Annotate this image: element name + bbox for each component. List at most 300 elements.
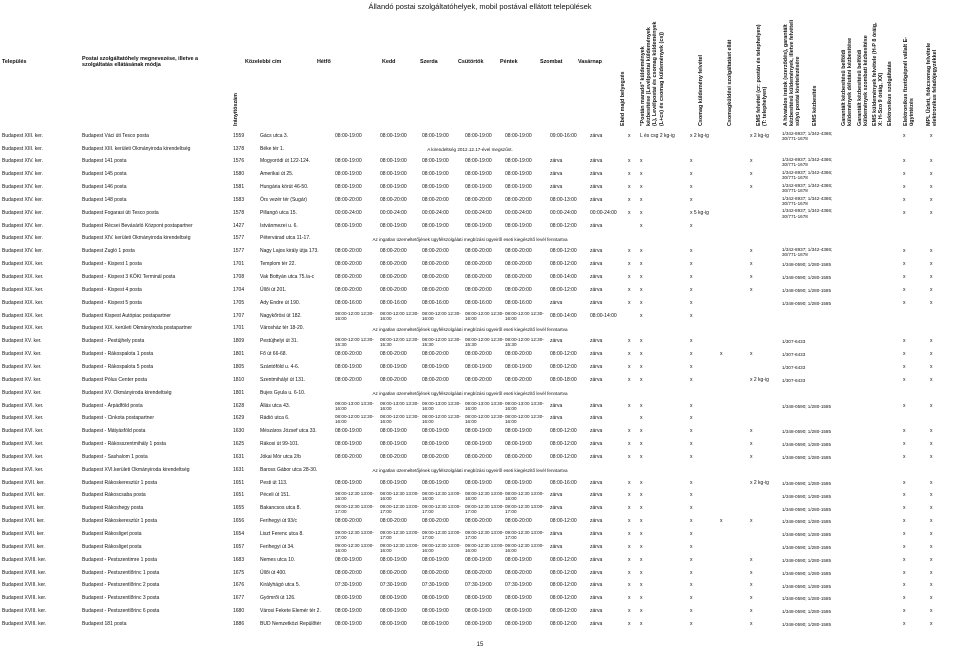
table-header — [0, 14, 960, 130]
cell-col-1: Budapest XIV. kerületi Okmányiroda kirendeltség — [82, 235, 191, 242]
cell-col-12: x — [640, 351, 643, 358]
cell-col-4: 08:00-19:00 — [335, 132, 362, 139]
header-col-19: Garantált kézbesítésű belföldi küldemények szombati kézbesítése — [857, 35, 870, 126]
cell-col-15: x — [750, 595, 753, 602]
cell-col-2: 1655 — [233, 505, 245, 512]
cell-col-13: x — [690, 531, 693, 538]
cell-col-17: x — [903, 184, 906, 191]
cell-col-3: Nagy Lajos király útja 173. — [260, 248, 319, 255]
cell-col-9: zárva — [550, 184, 563, 191]
cell-col-8: 08:00-19:00 — [505, 428, 532, 435]
cell-col-10: zárva — [590, 158, 603, 165]
cell-col-10: zárva — [590, 299, 603, 306]
cell-col-16: 1/348-0590; 1/280-1585 — [782, 570, 832, 576]
cell-col-17: x — [903, 132, 906, 139]
cell-col-17: x — [903, 299, 906, 306]
cell-col-0: Budapest XVIII. ker. — [2, 556, 47, 563]
cell-col-3: Liszt Ferenc utca 8. — [260, 531, 304, 538]
cell-col-0: Budapest XVII. ker. — [2, 543, 45, 550]
table-row — [0, 490, 960, 503]
cell-col-0: Budapest XIII. ker. — [2, 145, 43, 152]
cell-col-6: 00:00-24:00 — [422, 209, 449, 216]
cell-col-1: Budapest - Rákosszentmihály 1 posta — [82, 441, 166, 448]
cell-col-4: 08:00-20:00 — [335, 286, 362, 293]
cell-col-10: zárva — [590, 132, 603, 139]
cell-col-10: zárva — [590, 505, 603, 512]
header-col-2: Irányítószám — [233, 93, 239, 126]
cell-col-4: Az ingatlan üzemeltetőjének ügyfélszolgálati megbízási ügyeiről eseti kiegészítő levél fenntartva — [372, 326, 568, 332]
cell-col-10: zárva — [590, 171, 603, 178]
cell-col-12: x — [640, 531, 643, 538]
cell-col-7: 08:00-19:00 — [465, 556, 492, 563]
cell-col-11: x — [628, 441, 631, 448]
cell-col-18: x — [930, 608, 933, 615]
cell-col-2: 1651 — [233, 492, 245, 499]
cell-col-5: 08:00-19:00 — [380, 479, 407, 486]
cell-col-9: zárva — [550, 492, 563, 499]
cell-col-15: x 2 kg-ig — [750, 376, 769, 383]
cell-col-11: x — [628, 620, 631, 627]
table-row — [0, 554, 960, 567]
cell-col-9: 08:00-14:00 — [550, 274, 577, 281]
cell-col-13: x — [690, 158, 693, 165]
table-row — [0, 593, 960, 606]
cell-col-8: 08:00-16:00 — [505, 299, 532, 306]
cell-col-17: x — [903, 608, 906, 615]
cell-col-3: Mogyoródi út 122-124. — [260, 158, 311, 165]
cell-col-4: 07:30-19:00 — [335, 582, 362, 589]
cell-col-3: Gács utca 3. — [260, 132, 289, 139]
cell-col-0: Budapest XIV. ker. — [2, 196, 43, 203]
cell-col-3: Állás utca 43. — [260, 402, 291, 409]
cell-col-12: x — [640, 222, 643, 229]
cell-col-5: 08:00-12:00 12:30-16:00 — [380, 311, 419, 322]
cell-col-10: zárva — [590, 261, 603, 268]
cell-col-1: Budapest - Pestújhely posta — [82, 338, 145, 345]
cell-col-0: Budapest XVII. ker. — [2, 518, 45, 525]
cell-col-9: 08:00-12:00 — [550, 363, 577, 370]
cell-col-4: 08:00-20:00 — [335, 351, 362, 358]
cell-col-12: x — [640, 363, 643, 370]
cell-col-16: 1/348-0590; 1/280-1585 — [782, 506, 832, 512]
cell-col-11: x — [628, 338, 631, 345]
cell-col-13: x — [690, 608, 693, 615]
cell-col-0: Budapest XVI. ker. — [2, 441, 44, 448]
cell-col-0: Budapest XIV. ker. — [2, 171, 43, 178]
cell-col-11: x — [628, 402, 631, 409]
cell-col-13: x — [690, 595, 693, 602]
cell-col-9: 08:00-12:00 — [550, 222, 577, 229]
cell-col-3: Bujes Gyula u. 6-10. — [260, 389, 306, 396]
cell-col-5: 08:00-20:00 — [380, 518, 407, 525]
cell-col-10: zárva — [590, 248, 603, 255]
cell-col-2: 1705 — [233, 299, 245, 306]
cell-col-18: x — [930, 492, 933, 499]
cell-col-12: x — [640, 158, 643, 165]
cell-col-15: x — [750, 351, 753, 358]
cell-col-6: 08:00-20:00 — [422, 569, 449, 576]
cell-col-5: 08:00-20:00 — [380, 453, 407, 460]
cell-col-3: Péceli út 151. — [260, 492, 291, 499]
cell-col-1: Budapest - Pestszentimre 1 posta — [82, 556, 158, 563]
table-row — [0, 374, 960, 387]
cell-col-4: 08:00-19:00 — [335, 171, 362, 178]
cell-col-9: 08:00-13:00 — [550, 196, 577, 203]
cell-col-7: 08:00-19:00 — [465, 608, 492, 615]
cell-col-15: x — [750, 158, 753, 165]
cell-col-8: 08:00-20:00 — [505, 351, 532, 358]
cell-col-3: Hungária körút 46-50. — [260, 184, 309, 191]
cell-col-0: Budapest XV. ker. — [2, 363, 42, 370]
cell-col-6: 08:00-20:00 — [422, 518, 449, 525]
cell-col-7: 09:00-12:30 13:00-17:00 — [465, 529, 504, 540]
cell-col-5: 09:00-13:00 13:30-16:00 — [380, 401, 419, 412]
cell-col-4: 09:00-12:30 13:00-17:00 — [335, 504, 374, 515]
cell-col-0: Budapest XVIII. ker. — [2, 595, 47, 602]
cell-col-3: Baross Gábor utca 28-30. — [260, 466, 318, 473]
cell-col-10: zárva — [590, 428, 603, 435]
header-col-3: Közelebbi cím — [245, 59, 282, 65]
cell-col-2: 1683 — [233, 556, 245, 563]
cell-col-4: 09:00-13:00 13:30-16:00 — [335, 401, 374, 412]
cell-col-7: 09:00-12:30 13:00-16:00 — [465, 542, 504, 553]
cell-col-4: Az ingatlan üzemeltetőjének ügyfélszolgálati megbízási ügyeiről eseti kiegészítő levél fenntartva — [372, 236, 568, 242]
cell-col-18: x — [930, 595, 933, 602]
cell-col-0: Budapest XIX. ker. — [2, 261, 44, 268]
cell-col-13: x — [690, 441, 693, 448]
cell-col-10: zárva — [590, 338, 603, 345]
cell-col-2: 1701 — [233, 261, 245, 268]
table-row — [0, 567, 960, 580]
cell-col-2: 1580 — [233, 171, 245, 178]
cell-col-4: 08:00-20:00 — [335, 261, 362, 268]
cell-col-6: 08:00-19:00 — [422, 132, 449, 139]
cell-col-1: Budapest 145 posta — [82, 171, 127, 178]
cell-col-16: 1/307-6433 — [782, 352, 806, 358]
table-row — [0, 271, 960, 284]
cell-col-4: 08:00-19:00 — [335, 158, 362, 165]
cell-col-8: 08:00-20:00 — [505, 286, 532, 293]
cell-col-16: 1/342-8937; 1/342-4386; 30/771-1678 — [782, 157, 833, 168]
cell-col-13: x — [690, 363, 693, 370]
cell-col-8: 08:00-19:00 — [505, 479, 532, 486]
cell-col-6: 09:00-12:30 13:00-16:00 — [422, 542, 461, 553]
cell-col-10: zárva — [590, 492, 603, 499]
cell-col-16: 1/342-8937; 1/342-4386; 30/771-1678 — [782, 182, 833, 193]
cell-col-7: 08:00-19:00 — [465, 428, 492, 435]
cell-col-17: x — [903, 209, 906, 216]
cell-col-5: 08:00-19:00 — [380, 222, 407, 229]
cell-col-15: x — [750, 184, 753, 191]
cell-col-6: 08:00-19:00 — [422, 158, 449, 165]
cell-col-1: Budapest 148 posta — [82, 196, 127, 203]
cell-col-7: 08:00-16:00 — [465, 299, 492, 306]
cell-col-4: 08:00-19:00 — [335, 595, 362, 602]
cell-col-3: Ferihegyi út 34. — [260, 543, 295, 550]
cell-col-5: 08:00-20:00 — [380, 274, 407, 281]
cell-col-5: 08:00-20:00 — [380, 569, 407, 576]
cell-col-1: Budapest 181 posta — [82, 620, 127, 627]
cell-col-18: x — [930, 441, 933, 448]
cell-col-8: 08:00-19:00 — [505, 158, 532, 165]
cell-col-17: x — [903, 286, 906, 293]
table-row — [0, 246, 960, 259]
header-col-0: Település — [2, 59, 27, 65]
cell-col-18: x — [930, 209, 933, 216]
cell-col-4: 08:00-12:00 12:30-15:30 — [335, 336, 374, 348]
table-row — [0, 541, 960, 554]
header-col-8: Péntek — [500, 59, 518, 65]
cell-col-6: 08:00-20:00 — [422, 274, 449, 281]
cell-col-3: Vak Bottyán utca 75./a-c — [260, 274, 315, 281]
cell-col-1: Budapest Rákoscsaba posta — [82, 492, 146, 499]
cell-col-8: 08:00-12:00 12:30-16:00 — [505, 311, 544, 322]
cell-col-6: 09:00-12:30 13:00-17:00 — [422, 504, 461, 515]
cell-col-13: x — [690, 492, 693, 499]
cell-col-4: 00:00-24:00 — [335, 209, 362, 216]
cell-col-4: Az ingatlan üzemeltetőjének ügyfélszolgálati megbízási ügyeiről eseti kiegészítő levél fenntartva — [372, 390, 568, 396]
cell-col-8: 00:00-24:00 — [505, 209, 532, 216]
cell-col-11: x — [628, 286, 631, 293]
cell-col-2: 1578 — [233, 209, 245, 216]
cell-col-6: 08:00-12:00 12:30-16:00 — [422, 414, 461, 425]
cell-col-2: 1656 — [233, 518, 245, 525]
cell-col-17: x — [903, 376, 906, 383]
cell-col-6: 08:00-19:00 — [422, 608, 449, 615]
cell-col-5: 08:00-16:00 — [380, 299, 407, 306]
cell-col-17: x — [903, 158, 906, 165]
cell-col-17: x — [903, 620, 906, 627]
cell-col-7: 08:00-19:00 — [465, 158, 492, 165]
cell-col-0: Budapest XVI. ker. — [2, 428, 44, 435]
cell-col-0: Budapest XVII. ker. — [2, 505, 45, 512]
cell-col-2: 1631 — [233, 453, 245, 460]
cell-col-1: Budapest Rákosliget posta — [82, 543, 142, 550]
cell-col-4: 08:00-20:00 — [335, 569, 362, 576]
cell-col-12: x — [640, 248, 643, 255]
cell-col-17: x — [903, 492, 906, 499]
cell-col-5: 08:00-19:00 — [380, 441, 407, 448]
cell-col-2: 1676 — [233, 582, 245, 589]
cell-col-10: zárva — [590, 453, 603, 460]
cell-col-10: zárva — [590, 582, 603, 589]
cell-col-3: Üllői út 201. — [260, 286, 287, 293]
cell-col-10: zárva — [590, 595, 603, 602]
cell-col-5: 08:00-19:00 — [380, 158, 407, 165]
cell-col-4: Az ingatlan üzemeltetőjének ügyfélszolgálati megbízási ügyeiről eseti kiegészítő levél fenntartva — [372, 467, 568, 473]
cell-col-2: 1583 — [233, 196, 245, 203]
cell-col-12: x — [640, 209, 643, 216]
cell-col-17: x — [903, 338, 906, 345]
cell-col-5: 08:00-20:00 — [380, 286, 407, 293]
cell-col-9: zárva — [550, 299, 563, 306]
cell-col-11: x — [628, 518, 631, 525]
table-row — [0, 413, 960, 426]
cell-col-17: x — [903, 261, 906, 268]
cell-col-4: 08:00-12:00 12:30-16:00 — [335, 311, 374, 322]
header-col-5: Kedd — [382, 59, 396, 65]
cell-col-0: Budapest XIX. ker. — [2, 286, 44, 293]
cell-col-0: Budapest XIX. ker. — [2, 299, 44, 306]
cell-col-1: Budapest Rákoskeresztúr 1 posta — [82, 479, 158, 486]
cell-col-13: x — [690, 261, 693, 268]
cell-col-5: 08:00-20:00 — [380, 196, 407, 203]
table-row — [0, 580, 960, 593]
cell-col-17: x — [903, 428, 906, 435]
cell-col-18: x — [930, 286, 933, 293]
cell-col-5: 08:00-19:00 — [380, 620, 407, 627]
cell-col-13: x 2 kg-ig — [690, 132, 709, 139]
cell-col-17: x — [903, 531, 906, 538]
cell-col-12: x — [640, 338, 643, 345]
table-row — [0, 220, 960, 233]
cell-col-13: x — [690, 274, 693, 281]
cell-col-8: 08:00-19:00 — [505, 441, 532, 448]
cell-col-4: 08:00-20:00 — [335, 376, 362, 383]
cell-col-10: zárva — [590, 286, 603, 293]
cell-col-15: x — [750, 608, 753, 615]
cell-col-2: 1629 — [233, 415, 245, 422]
cell-col-6: 08:00-19:00 — [422, 620, 449, 627]
cell-col-12: x — [640, 582, 643, 589]
cell-col-6: 08:00-20:00 — [422, 248, 449, 255]
cell-col-4: 08:00-12:00 12:30-16:00 — [335, 414, 374, 425]
cell-col-6: 09:00-13:00 13:30-16:00 — [422, 401, 461, 412]
cell-col-11: x — [628, 428, 631, 435]
cell-col-3: Királyhágó utca 5. — [260, 582, 301, 589]
cell-col-2: 1630 — [233, 428, 245, 435]
cell-col-6: 08:00-12:30 13:00-16:00 — [422, 491, 461, 502]
cell-col-16: 1/348-0590; 1/280-1585 — [782, 622, 832, 628]
cell-col-9: 08:00-12:00 — [550, 441, 577, 448]
cell-col-3: Üllői út 400. — [260, 569, 287, 576]
cell-col-5: 08:00-19:00 — [380, 556, 407, 563]
cell-col-15: x — [750, 518, 753, 525]
cell-col-11: x — [628, 479, 631, 486]
cell-col-9: 08:00-12:00 — [550, 261, 577, 268]
cell-col-6: 08:00-19:00 — [422, 479, 449, 486]
cell-col-1: Budapest 141 posta — [82, 158, 127, 165]
cell-col-7: 08:00-19:00 — [465, 620, 492, 627]
cell-col-3: Ferihegyi út 93/c — [260, 518, 297, 525]
header-col-17: EMS kézbesítés — [812, 85, 818, 126]
cell-col-8: 09:00-13:00 13:30-16:00 — [505, 401, 544, 412]
cell-col-11: x — [628, 531, 631, 538]
cell-col-1: Budapest - Rákospalota 5 posta — [82, 363, 154, 370]
cell-col-17: x — [903, 595, 906, 602]
cell-col-9: zárva — [550, 402, 563, 409]
cell-col-6: 08:00-20:00 — [422, 376, 449, 383]
cell-col-15: x — [750, 261, 753, 268]
cell-col-10: 08:00-14:00 — [590, 312, 617, 319]
cell-col-15: x — [750, 248, 753, 255]
cell-col-16: 1/307-6433 — [782, 339, 806, 345]
cell-col-11: x — [628, 209, 631, 216]
cell-col-18: x — [930, 582, 933, 589]
cell-col-8: 08:00-20:00 — [505, 376, 532, 383]
header-col-15: EMS felvétel (cr: postán és telephelyen) (T: telephelyen) — [756, 24, 769, 126]
cell-col-7: 08:00-19:00 — [465, 479, 492, 486]
cell-col-3: Templom tér 22. — [260, 261, 296, 268]
cell-col-0: Budapest XVI. ker. — [2, 415, 44, 422]
cell-col-1: Budapest - Árpádföld posta — [82, 402, 143, 409]
cell-col-10: zárva — [590, 518, 603, 525]
cell-col-5: 08:00-12:00 12:30-15:30 — [380, 336, 419, 348]
cell-col-0: Budapest XIV. ker. — [2, 184, 43, 191]
cell-col-12: x — [640, 441, 643, 448]
cell-col-16: 1/348-0590; 1/280-1585 — [782, 455, 832, 461]
cell-col-12: x — [640, 184, 643, 191]
cell-col-1: Budapest Váci úti Tesco posta — [82, 132, 149, 139]
cell-col-16: 1/342-8937; 1/342-4386; 30/771-1678 — [782, 169, 833, 180]
cell-col-0: Budapest XIV. ker. — [2, 235, 43, 242]
cell-col-6: 08:00-12:00 12:30-16:00 — [422, 311, 461, 322]
cell-col-0: Budapest XVI. ker. — [2, 466, 44, 473]
cell-col-13: x — [690, 299, 693, 306]
cell-col-9: 08:00-12:00 — [550, 595, 577, 602]
header-col-13: Csomag küldemény felvétel — [698, 54, 704, 126]
cell-col-4: 08:00-19:00 — [335, 556, 362, 563]
table-row — [0, 348, 960, 361]
cell-col-8: 09:00-12:30 13:00-17:00 — [505, 504, 544, 515]
cell-col-6: 08:00-20:00 — [422, 453, 449, 460]
cell-col-4: 09:00-12:30 13:00-17:00 — [335, 529, 374, 540]
cell-col-18: x — [930, 158, 933, 165]
cell-col-10: zárva — [590, 402, 603, 409]
cell-col-17: x — [903, 569, 906, 576]
cell-col-10: zárva — [590, 363, 603, 370]
cell-col-2: 1657 — [233, 543, 245, 550]
cell-col-9: 00:00-24:00 — [550, 209, 577, 216]
cell-col-2: 1886 — [233, 620, 245, 627]
cell-col-9: 08:00-12:00 — [550, 351, 577, 358]
header-col-9: Szombat — [540, 59, 563, 65]
cell-col-11: x — [628, 363, 631, 370]
cell-col-0: Budapest XVII. ker. — [2, 479, 45, 486]
table-row — [0, 605, 960, 618]
cell-col-17: x — [903, 248, 906, 255]
cell-col-17: x — [903, 518, 906, 525]
cell-col-3: Béke tér 1. — [260, 145, 285, 152]
cell-col-17: x — [903, 479, 906, 486]
cell-col-8: 08:00-19:00 — [505, 132, 532, 139]
cell-col-3: Bakancsos utca 8. — [260, 505, 301, 512]
cell-col-2: 1577 — [233, 235, 245, 242]
cell-col-18: x — [930, 363, 933, 370]
cell-col-0: Budapest XVII. ker. — [2, 492, 45, 499]
cell-col-0: Budapest XIV. ker. — [2, 248, 43, 255]
cell-col-13: x — [690, 184, 693, 191]
cell-col-5: 09:00-12:30 13:00-17:00 — [380, 504, 419, 515]
cell-col-4: 09:00-12:30 13:00-16:00 — [335, 542, 374, 553]
cell-col-10: 00:00-24:00 — [590, 209, 617, 216]
cell-col-0: Budapest XV. ker. — [2, 351, 42, 358]
header-col-6: Szerda — [420, 59, 438, 65]
cell-col-15: x — [750, 620, 753, 627]
cell-col-11: x — [628, 608, 631, 615]
cell-col-10: zárva — [590, 184, 603, 191]
cell-col-13: x 5 kg-ig — [690, 209, 709, 216]
table-row — [0, 310, 960, 323]
cell-col-12: x — [640, 376, 643, 383]
cell-col-13: x — [690, 543, 693, 550]
cell-col-9: 08:00-12:00 — [550, 569, 577, 576]
cell-col-5: 09:00-12:30 13:00-17:00 — [380, 529, 419, 540]
cell-col-2: 1704 — [233, 286, 245, 293]
cell-col-16: 1/348-0590; 1/280-1585 — [782, 403, 832, 409]
cell-col-1: Budapest Rákoshegy posta — [82, 505, 144, 512]
table-row — [0, 438, 960, 451]
